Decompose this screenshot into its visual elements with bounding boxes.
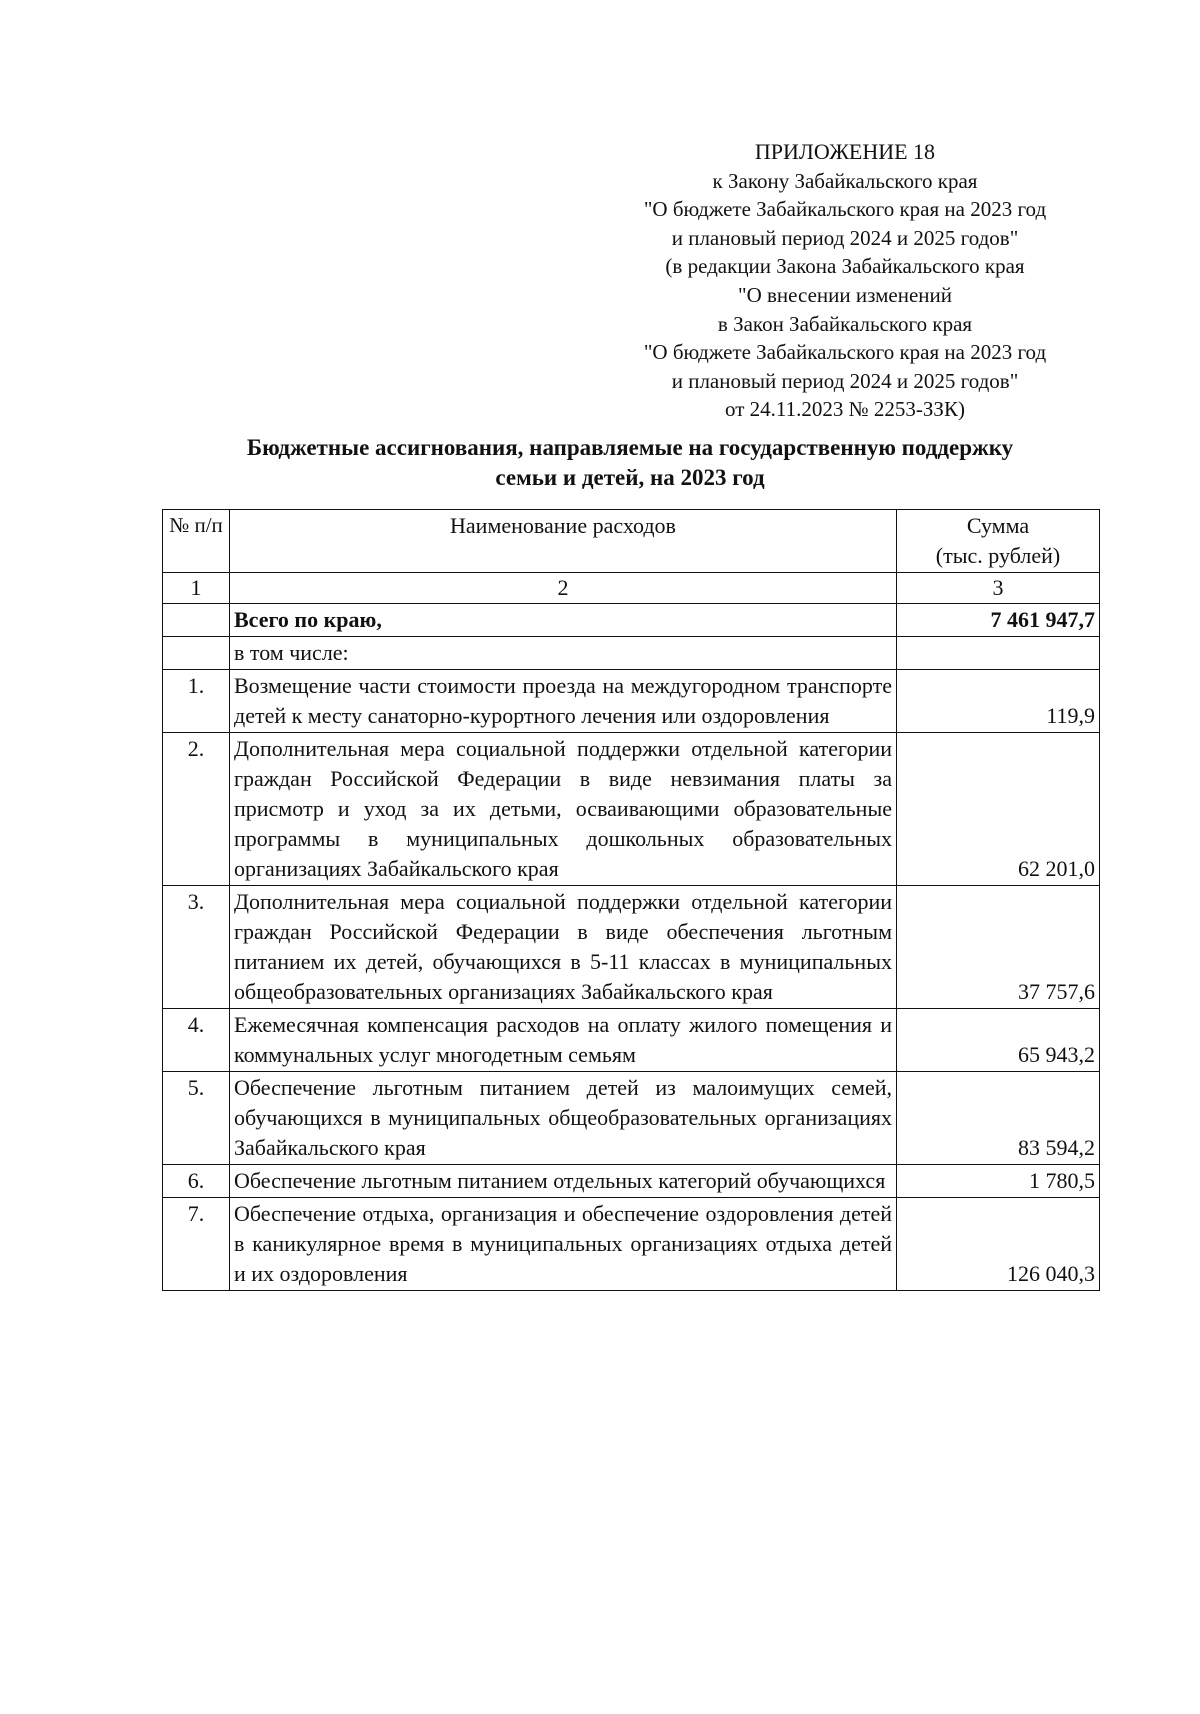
- appendix-header-line: (в редакции Закона Забайкальского края: [665, 254, 1025, 279]
- row-name: Обеспечение льготным питанием отдельных категорий обучающихся: [230, 1165, 897, 1198]
- column-number: 3: [897, 573, 1100, 604]
- row-sum: 1 780,5: [897, 1165, 1100, 1198]
- row-name: Обеспечение отдыха, организация и обеспечение оздоровления детей в каникулярное время в муниципальных организациях отдыха детей и их оздоровления: [230, 1198, 897, 1291]
- document-title: [150, 433, 1110, 493]
- table-row: [163, 1198, 1100, 1291]
- document-title-line: Бюджетные ассигнования, направляемые на государственную поддержку: [246, 435, 1014, 460]
- table-row: [163, 1009, 1100, 1072]
- appendix-header: [600, 138, 1090, 424]
- row-num: 1.: [163, 670, 230, 733]
- row-name: Дополнительная мера социальной поддержки отдельной категории граждан Российской Федерации в виде невзимания платы за присмотр и уход за их детьми, осваивающими образовательные программы в муниципальных дошкольных образовательных организациях Забайкальского края: [230, 733, 897, 886]
- row-sum: 62 201,0: [897, 733, 1100, 886]
- header-sum: [897, 510, 1100, 573]
- row-name: Обеспечение льготным питанием детей из малоимущих семей, обучающихся в муниципальных общеобразовательных организациях Забайкальского края: [230, 1072, 897, 1165]
- row-sum: 83 594,2: [897, 1072, 1100, 1165]
- row-num: 5.: [163, 1072, 230, 1165]
- total-label: Всего по краю,: [230, 604, 897, 637]
- row-num: 2.: [163, 733, 230, 886]
- row-num: 3.: [163, 886, 230, 1009]
- total-value: 7 461 947,7: [897, 604, 1100, 637]
- header-sum-line2: (тыс. рублей): [935, 543, 1061, 568]
- table-row: [163, 886, 1100, 1009]
- column-number: 2: [230, 573, 897, 604]
- table-row: [163, 733, 1100, 886]
- appendix-number: ПРИЛОЖЕНИЕ 18: [754, 139, 936, 164]
- including-sum: [897, 637, 1100, 670]
- table-header-row: [163, 510, 1100, 573]
- budget-table: [162, 509, 1100, 1291]
- row-sum: 126 040,3: [897, 1198, 1100, 1291]
- including-label: в том числе:: [230, 637, 897, 670]
- row-sum: 119,9: [897, 670, 1100, 733]
- appendix-header-line: и плановый период 2024 и 2025 годов": [671, 225, 1019, 250]
- column-number: 1: [163, 573, 230, 604]
- row-num: 6.: [163, 1165, 230, 1198]
- row-name: Дополнительная мера социальной поддержки отдельной категории граждан Российской Федерации в виде обеспечения льготным питанием их детей, обучающихся в 5-11 классах в муниципальных общеобразовательных организациях Забайкальского края: [230, 886, 897, 1009]
- header-sum-line1: Сумма: [966, 513, 1030, 538]
- row-name: Ежемесячная компенсация расходов на оплату жилого помещения и коммунальных услуг многодетным семьям: [230, 1009, 897, 1072]
- including-row: [163, 637, 1100, 670]
- table-row: [163, 1072, 1100, 1165]
- row-sum: 37 757,6: [897, 886, 1100, 1009]
- appendix-header-line: в Закон Забайкальского края: [717, 311, 973, 336]
- appendix-header-line: "О внесении изменений: [738, 282, 952, 307]
- total-row: [163, 604, 1100, 637]
- including-num: [163, 637, 230, 670]
- document-title-line: семьи и детей, на 2023 год: [495, 465, 765, 490]
- row-name: Возмещение части стоимости проезда на междугородном транспорте детей к месту санаторно-курортного лечения или оздоровления: [230, 670, 897, 733]
- appendix-header-line: "О бюджете Забайкальского края на 2023 год: [643, 340, 1047, 365]
- header-name: Наименование расходов: [230, 510, 897, 573]
- row-num: 7.: [163, 1198, 230, 1291]
- appendix-header-line: "О бюджете Забайкальского края на 2023 год: [643, 197, 1047, 222]
- header-num: № п/п: [163, 510, 230, 573]
- table-row: [163, 1165, 1100, 1198]
- appendix-header-line: и плановый период 2024 и 2025 годов": [671, 368, 1019, 393]
- row-sum: 65 943,2: [897, 1009, 1100, 1072]
- column-numbers-row: [163, 573, 1100, 604]
- appendix-header-line: к Закону Забайкальского края: [712, 168, 978, 193]
- appendix-header-line: от 24.11.2023 № 2253-ЗЗК): [725, 397, 965, 422]
- row-num: 4.: [163, 1009, 230, 1072]
- total-num: [163, 604, 230, 637]
- table-row: [163, 670, 1100, 733]
